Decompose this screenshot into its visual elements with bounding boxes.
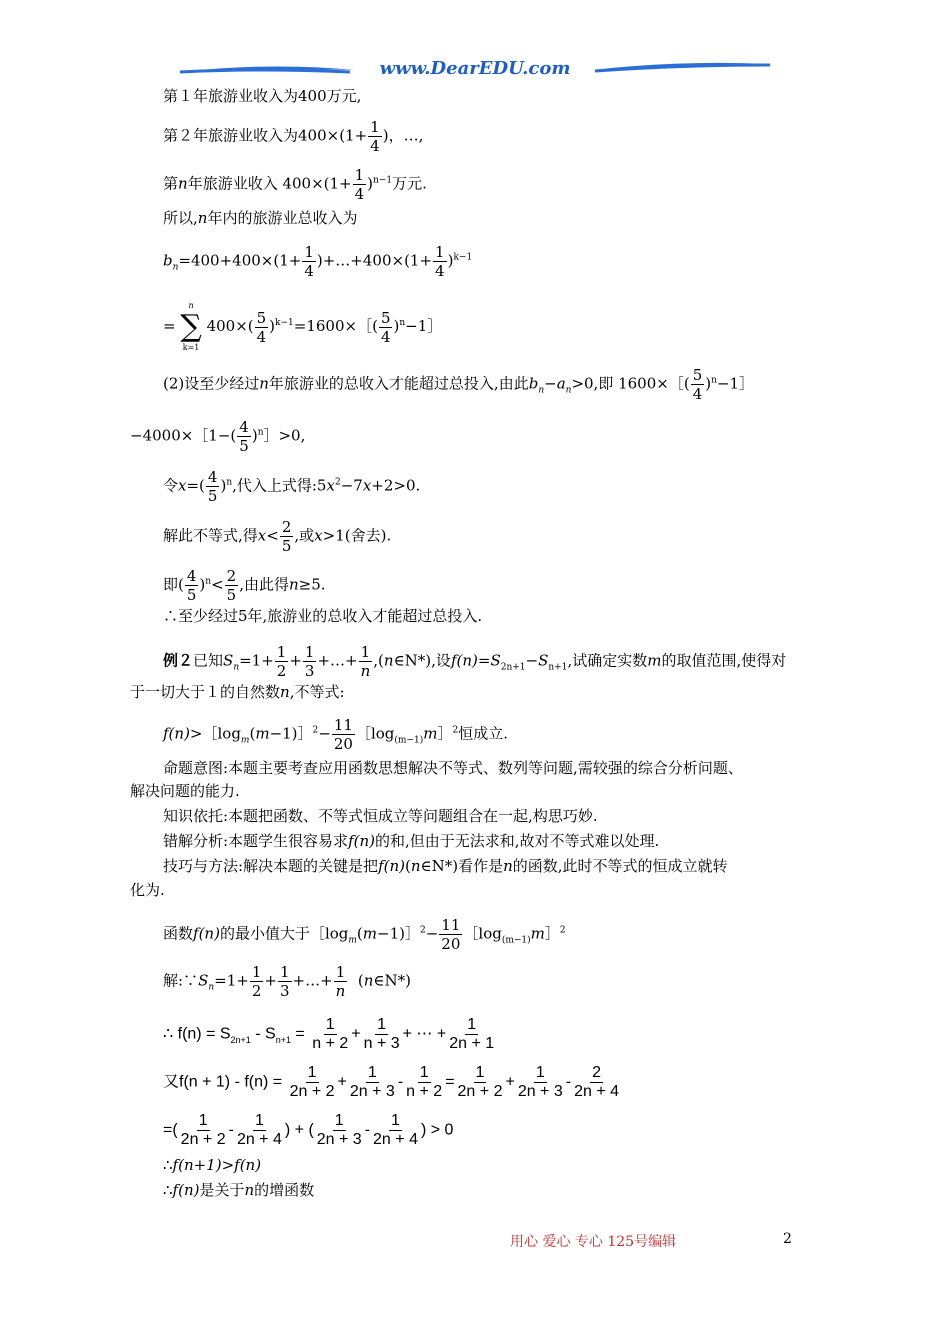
formula-line: 又f(n + 1) - f(n) = $\frac{1}{2n + 2}$ + $\frac{1}{2n + 3}$ - $\frac{1}{n + 2}$ = $\frac{1}{2n + 2}$ + $\frac{1}{2n + 3}$ - $\frac{2}{2n + 4}$ — [163, 1064, 620, 1100]
text-line: 错解分析:本题学生很容易求f(n)的和,但由于无法求和,故对不等式难以处理. — [163, 832, 660, 850]
text-line: 令x=( $\frac{4}{5}$ )$^n$,代入上式得$:5x^2-7x+2>0$. — [163, 468, 421, 505]
text-line: 解决问题的能力. — [130, 782, 240, 800]
fraction: $\frac{1}{2n + 2}$ — [180, 1112, 226, 1148]
text-line: 技巧与方法:解决本题的关键是把f(n)(n∈N*)看作是n的函数,此时不等式的恒成立就转 — [163, 857, 728, 875]
fraction: $\frac{4}{5}$ — [239, 418, 249, 455]
fraction: $\frac{2}{5}$ — [281, 518, 292, 555]
text-line: 化为. — [130, 881, 165, 899]
text-line: 命题意图:本题主要考查应用函数思想解决不等式、数列等问题,需较强的综合分析问题、 — [163, 759, 743, 777]
text-line: $f(n)>[\log_m(m-1)]^2-$ $\frac{11}{20}$ $[\log_{(m-1)}m]^2$恒成立. — [163, 716, 508, 753]
text-line: −4000×［1−( $\frac{4}{5}$ )$^n$］>0, — [130, 418, 306, 455]
fraction: $\frac{5}{4}$ — [380, 308, 391, 346]
fraction: $\frac{1}{2n + 3}$ — [517, 1064, 563, 1100]
fraction: $\frac{1}{4}$ — [354, 166, 365, 203]
fraction: $\frac{11}{20}$ — [333, 716, 353, 753]
text-line: 函数f(n)的最小值大于$[\log_m(m-1)]^2-$ $\frac{11}{20}$ $[\log_{(m-1)}m]^2$ — [163, 916, 566, 953]
fraction: $\frac{1}{4}$ — [435, 243, 445, 280]
fraction: $\frac{1}{2n + 3}$ — [316, 1112, 362, 1148]
fraction: $\frac{1}{n + 3}$ — [363, 1016, 400, 1052]
text-line: 知识依托:本题把函数、不等式恒成立等问题组合在一起,构思巧妙. — [163, 807, 598, 825]
text-line: ∴至少经过5年,旅游业的总收入才能超过总投入. — [163, 607, 483, 625]
text-line: ∴f(n)是关于n的增函数 — [163, 1181, 315, 1199]
site-header — [180, 56, 770, 86]
fraction: $\frac{1}{2n + 4}$ — [373, 1112, 418, 1148]
fraction: $\frac{1}{2n + 2}$ — [457, 1064, 503, 1100]
fraction: $\frac{1}{2n + 3}$ — [349, 1064, 395, 1100]
footer-text: 用心 爱心 专心 125号编辑 — [510, 1234, 677, 1250]
fraction: $\frac{1}{2}$ — [251, 963, 262, 1000]
fraction: $\frac{1}{3}$ — [279, 963, 290, 1000]
fraction: $\frac{1}{n + 2}$ — [312, 1016, 349, 1052]
text-line: 例２已知$S_n=1+$ $\frac{1}{2}$ + $\frac{1}{3}$ +…+ $\frac{1}{n}$ ,(n∈N*),设$f(n)=S_{2n+1}-S_{n+1}$,试确定实数m的取值范围,使得对 — [163, 643, 787, 680]
text-line: 第n年旅游业收入 400×(1+ $\frac{1}{4}$ )$^{n-1}$万元. — [163, 166, 427, 203]
fraction: $\frac{1}{n}$ — [335, 963, 346, 1000]
text-line: (2)设至少经过n年旅游业的总收入才能超过总投入,由此$b_n-a_n>0$,即 1600×［( $\frac{5}{4}$ )$^n$−1］ — [163, 366, 755, 403]
site-url: www.DearEDU.com — [379, 58, 571, 79]
fraction: $\frac{1}{n}$ — [360, 643, 371, 680]
page-number: 2 — [783, 1231, 792, 1247]
fraction: $\frac{1}{2n + 4}$ — [236, 1112, 282, 1148]
text-line: 第１年旅游业收入为400万元, — [163, 87, 362, 105]
text-line: ∴f(n+1)>f(n) — [163, 1156, 262, 1174]
fraction: $\frac{5}{4}$ — [256, 308, 267, 346]
summation-symbol: n ∑ k=1 — [180, 301, 202, 352]
text-line: = n ∑ k=1 400×( $\frac{5}{4}$ )$^{k-1}$=1600×［( $\frac{5}{4}$ )$^n$−1］ — [163, 301, 443, 352]
fraction: $\frac{1}{2n + 1}$ — [449, 1016, 495, 1052]
fraction: $\frac{1}{4}$ — [370, 118, 380, 155]
fraction: $\frac{1}{2n + 2}$ — [289, 1064, 335, 1100]
text-line: 即( $\frac{4}{5}$ )$^n$< $\frac{2}{5}$ ,由此得n≥5. — [163, 567, 326, 604]
text-line: $b_n=400+400\times(1+$ $\frac{1}{4}$ )+…+400×(1+ $\frac{1}{4}$ )$^{k-1}$ — [163, 243, 473, 280]
fraction: $\frac{1}{2}$ — [276, 643, 287, 680]
fraction: $\frac{1}{3}$ — [304, 643, 315, 680]
fraction: $\frac{2}{5}$ — [226, 567, 237, 604]
fraction: $\frac{4}{5}$ — [207, 468, 218, 505]
fraction: $\frac{1}{n + 2}$ — [406, 1064, 443, 1100]
fraction: $\frac{4}{5}$ — [186, 567, 197, 604]
formula-line: ∴ $f(n) = S_{2n+1} - S_{n+1}$ = $\frac{1}{n + 2}$ + $\frac{1}{n + 3}$ + ⋯ + $\frac{1}{2n + 1}$ — [163, 1016, 495, 1052]
text-line: 解此不等式,得x< $\frac{2}{5}$ ,或x>1(舍去). — [163, 518, 392, 555]
fraction: $\frac{1}{4}$ — [304, 243, 314, 280]
fraction: $\frac{5}{4}$ — [692, 366, 703, 403]
formula-line: =( $\frac{1}{2n + 2}$ - $\frac{1}{2n + 4}$ ) + ( $\frac{1}{2n + 3}$ - $\frac{1}{2n + 4}$ ) > 0 — [163, 1112, 454, 1148]
text-line: 所以,n年内的旅游业总收入为 — [163, 209, 358, 227]
fraction: $\frac{11}{20}$ — [441, 916, 461, 953]
text-line: 解$:\because S_n=1+$ $\frac{1}{2}$ + $\frac{1}{3}$ +…+ $\frac{1}{n}$ (n∈N*) — [163, 963, 411, 1000]
text-line: 第２年旅游业收入为400×(1+ $\frac{1}{4}$ )，…, — [163, 118, 424, 155]
fraction: $\frac{2}{2n + 4}$ — [574, 1064, 620, 1100]
text-line: 于一切大于１的自然数n,不等式: — [130, 683, 345, 701]
